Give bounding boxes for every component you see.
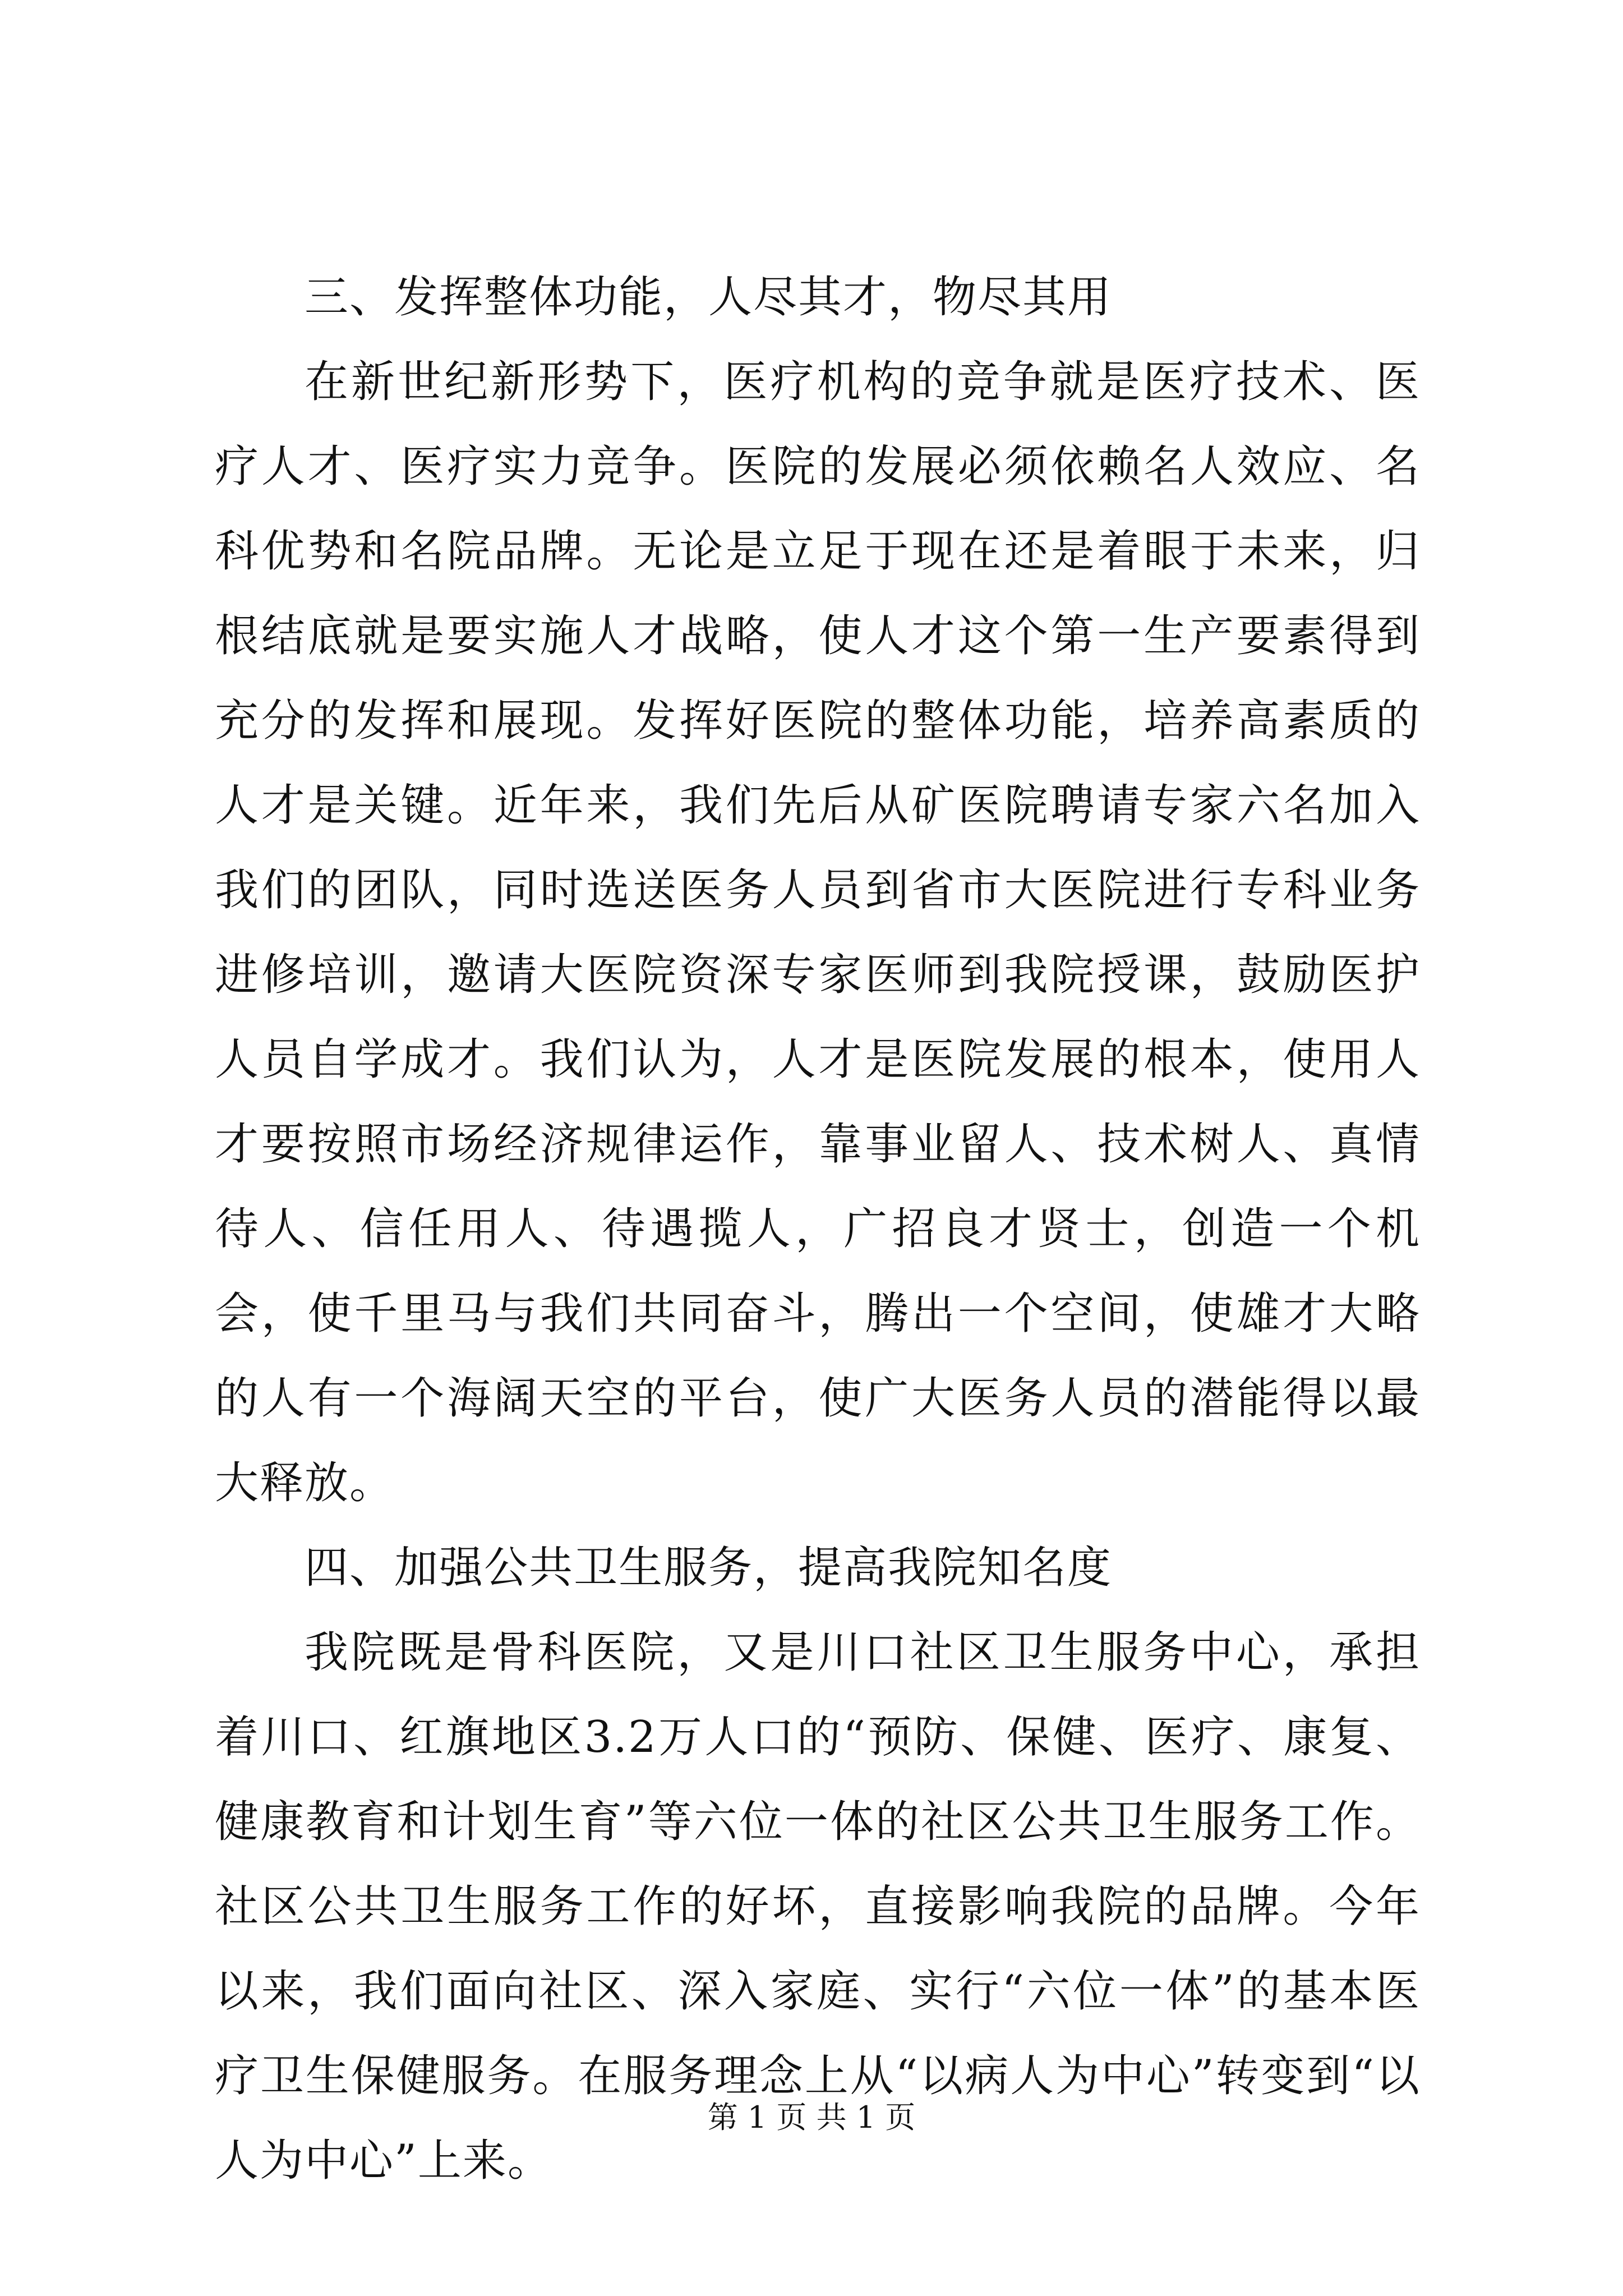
section-heading-4: 四、加强公共卫生服务，提高我院知名度 — [305, 1543, 1113, 1593]
section-heading-3: 三、发挥整体功能，人尽其才，物尽其用 — [305, 272, 1113, 323]
page-footer: 第 1 页 共 1 页 — [707, 2100, 916, 2135]
section-paragraph-3: 在新世纪新形势下，医疗机构的竞争就是医疗技术、医疗人才、医疗实力竞争。医院的发展必须依赖名人效应、名科优势和名院品牌。无论是立足于现在还是着眼于未来，归根结底就是要实施人才战略，使人才这个第一生产要素得到充分的发挥和展现。发挥好医院的整体功能，培养高素质的人才是关键。近年来，我们先后从矿医院聘请专家六名加入我们的团队，同时选送医务人员到省市大医院进行专科业务进修培训，邀请大医院资深专家医师到我院授课，鼓励医护人员自学成才。我们认为，人才是医院发展的根本，使用人才要按照市场经济规律运作，靠事业留人、技术树人、真情待人、信任用人、待遇揽人，广招良才贤士，创造一个机会，使千里马与我们共同奋斗，腾出一个空间，使雄才大略的人有一个海阔天空的平台，使广大医务人员的潜能得以最大释放。 — [215, 357, 1421, 1508]
document-body — [215, 255, 1421, 2203]
section-paragraph-4: 我院既是骨科医院，又是川口社区卫生服务中心，承担着川口、红旗地区3.2万人口的“预防、保健、医疗、康复、健康教育和计划生育”等六位一体的社区公共卫生服务工作。社区公共卫生服务工作的好坏，直接影响我院的品牌。今年以来，我们面向社区、深入家庭、实行“六位一体”的基本医疗卫生保健服务。在服务理念上从“以病人为中心”转变到“以人为中心”上来。 — [215, 1627, 1421, 2186]
